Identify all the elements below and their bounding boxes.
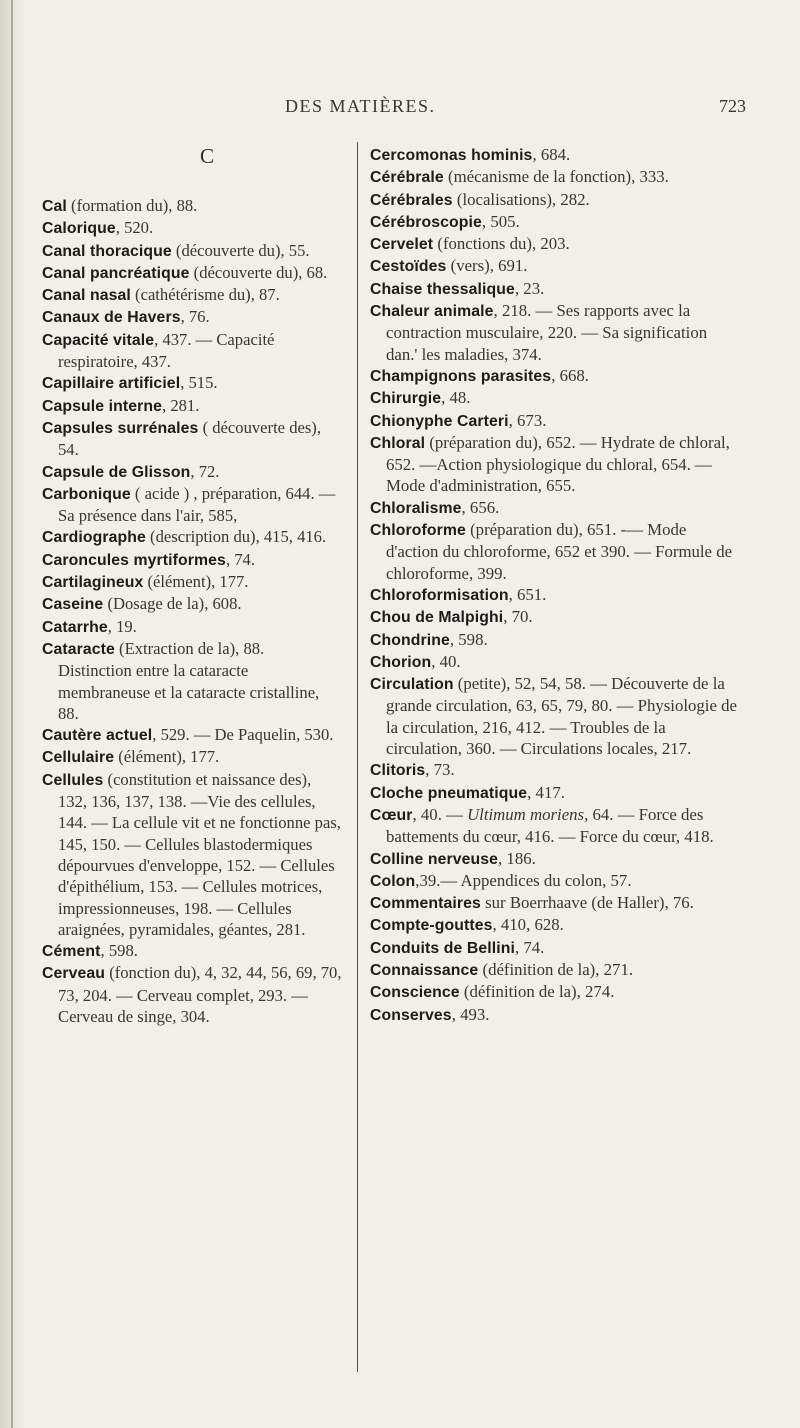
index-entry [42, 962, 342, 1027]
index-references: , 684. [532, 145, 571, 164]
index-entry [370, 892, 738, 914]
index-entry [42, 372, 342, 394]
index-term: Capsule de Glisson [42, 463, 191, 481]
index-references: , 515. [180, 373, 218, 393]
index-term: Cérébroscopie [370, 213, 482, 231]
index-term: Cercomonas hominis [370, 147, 533, 164]
index-references: (élément), 177. [114, 747, 220, 767]
index-references: , 40. — [412, 804, 468, 824]
index-entry [370, 233, 738, 255]
index-term: Compte-gouttes [370, 917, 493, 935]
index-italic-phrase: Ultimum moriens [467, 804, 585, 824]
index-term: Cardiographe [42, 529, 146, 547]
index-references: , 493. [451, 1004, 490, 1024]
index-term: Cellules [42, 771, 104, 789]
index-entry [370, 981, 738, 1003]
index-references: , 186. [498, 848, 536, 868]
index-term: Chloralisme [370, 499, 462, 517]
index-entry [370, 300, 738, 365]
index-entry [42, 284, 342, 306]
index-entry [370, 804, 738, 848]
index-references: , 437. — Capacité respiratoire, 437. [58, 329, 275, 372]
index-references: (préparation du), 652. — Hydrate de chloral, 652. —Action physiologique du chloral, 654. — Mode d'administration, 655. [386, 432, 730, 496]
index-references: , 73. [425, 760, 455, 780]
index-entry [370, 519, 738, 584]
index-term: Chloroforme [370, 522, 466, 540]
index-references: , 598. [449, 629, 488, 649]
index-term: Cerveau [42, 965, 106, 983]
index-entry [370, 211, 738, 233]
index-entry [370, 387, 738, 409]
index-term: Chondrine [370, 631, 450, 649]
index-term: Conscience [370, 984, 460, 1002]
index-entry [42, 769, 342, 940]
index-entry [42, 593, 342, 615]
index-references: , 417. [527, 782, 565, 802]
index-term: Cérébrale [370, 169, 444, 187]
page-binding-shadow [0, 0, 26, 1428]
running-header [0, 96, 800, 120]
running-title: DES MATIÈRES. [285, 96, 436, 116]
index-references: , 48. [441, 388, 471, 408]
index-entry [370, 759, 738, 781]
index-references: , 23. [514, 278, 545, 298]
index-term: Calorique [42, 220, 116, 238]
index-references: (fonctions du), 203. [433, 234, 570, 254]
index-term: Canaux de Havers [42, 309, 181, 327]
index-entry [42, 395, 342, 417]
section-letter: C [199, 144, 214, 168]
index-entry [370, 870, 738, 892]
index-term: Capsule interne [42, 397, 163, 415]
index-term: Champignons parasites [370, 367, 552, 385]
index-references: , 70. [503, 607, 533, 627]
index-column-left [42, 144, 342, 1027]
index-references: sur Boerrhaave (de Haller), 76. [480, 893, 694, 913]
index-entry [42, 549, 342, 571]
index-references: ( acide ) , préparation, 644. — Sa présence dans l'air, 585, [58, 483, 336, 526]
index-references: , 218. — Ses rapports avec la contraction musculaire, 220. — Sa signification dan.' les maladies, 374. [386, 301, 708, 364]
index-entry [42, 940, 342, 962]
index-entry [370, 432, 738, 497]
index-references: , 410, 628. [492, 915, 564, 935]
index-references: (préparation du), 651. -— Mode d'action du chloroforme, 652 et 390. — Formule de chloroforme, 399. [386, 520, 733, 583]
index-term: Capsules surrénales [42, 419, 199, 437]
index-entry [370, 365, 738, 387]
index-entry [370, 782, 738, 804]
index-references: (définition de la), 274. [459, 982, 615, 1002]
index-term: Cestoïdes [370, 258, 447, 276]
index-entry [42, 306, 342, 328]
index-term: Chloral [370, 434, 426, 452]
index-references: (découverte du), 55. [171, 240, 310, 260]
index-term: Chloroformisation [370, 586, 509, 604]
index-references: (élément), 177. [143, 572, 249, 592]
index-term: Cal [42, 198, 67, 215]
index-term: Cataracte [42, 640, 115, 658]
index-entry [370, 673, 738, 759]
index-references: , 520. [115, 218, 154, 238]
index-term: Clitoris [370, 762, 426, 780]
index-term: Cérébrales [370, 191, 453, 209]
index-term: Canal pancréatique [42, 264, 190, 282]
index-entry [42, 329, 342, 373]
index-references: (formation du), 88. [66, 196, 198, 215]
index-references: (vers), 691. [446, 256, 528, 276]
index-term: Canal thoracique [42, 242, 172, 260]
index-references: , 74. [514, 937, 545, 957]
index-entry [42, 195, 342, 217]
index-entry [370, 959, 738, 981]
page-binding-edge [11, 0, 13, 1428]
index-references: , 598. [100, 941, 138, 961]
column-divider [357, 142, 358, 1372]
page-number: 723 [719, 96, 746, 116]
index-term: Chionyphe Carteri [370, 412, 509, 430]
index-term: Commentaires [370, 895, 481, 913]
index-references: ,39.— Appendices du colon, 57. [415, 870, 632, 890]
index-entry [42, 417, 342, 461]
index-entry [370, 848, 738, 870]
index-references: (mécanisme de la fonction), 333. [443, 167, 669, 187]
index-term: Cloche pneumatique [370, 784, 528, 802]
index-references: , 673. [508, 410, 547, 430]
index-term: Cervelet [370, 236, 434, 254]
index-term: Conserves [370, 1006, 452, 1024]
index-term: Capillaire artificiel [42, 375, 181, 393]
index-entry [370, 497, 738, 519]
index-entry [42, 724, 342, 746]
index-references: , 529. — De Paquelin, 530. [152, 725, 334, 745]
index-term: Conduits de Bellini [370, 939, 515, 957]
index-entry [42, 240, 342, 262]
index-term: Catarrhe [42, 618, 108, 636]
index-entry [42, 526, 342, 548]
index-entry [370, 144, 738, 166]
index-references: , 76. [180, 307, 210, 327]
index-entry [42, 616, 342, 638]
index-entry [370, 189, 738, 211]
index-references: (fonction du), 4, 32, 44, 56, 69, 70, 73, 204. — Cerveau complet, 293. — Cerveau de singe, 304. [58, 963, 342, 1026]
index-entry [370, 410, 738, 432]
index-term: Capacité vitale [42, 331, 155, 349]
index-term: Caseine [42, 596, 104, 614]
index-term: Carbonique [42, 485, 131, 503]
index-references: (Extraction de la), 88. Distinction entre la cataracte membraneuse et la cataracte cristalline, 88. [58, 638, 320, 723]
index-term: Cœur [370, 806, 413, 824]
index-references: , 72. [190, 461, 220, 481]
index-references: ( découverte des), 54. [58, 417, 321, 460]
index-references: , 281. [162, 395, 200, 415]
index-term: Chou de Malpighi [370, 609, 504, 627]
index-entry [370, 255, 738, 277]
index-term: Canal nasal [42, 287, 131, 305]
right-entry-list [370, 144, 738, 1026]
index-references-continued: , 64. — Force des battements du cœur, 416. — Force du cœur, 418. [386, 804, 714, 847]
index-term: Cautère actuel [42, 727, 153, 745]
index-references: (Dosage de la), 608. [103, 594, 242, 614]
index-references: (petite), 52, 54, 58. — Découverte de la grande circulation, 63, 65, 79, 80. — Physiologie de la circulation, 216, 412. — Troubles de la circulation, 360. — Circulations locales, 217. [386, 674, 737, 759]
index-column-right [370, 144, 738, 1026]
index-term: Colline nerveuse [370, 850, 499, 868]
index-entry [42, 638, 342, 724]
index-references: , 19. [107, 616, 137, 636]
index-references: , 651. [508, 584, 547, 604]
index-entry [370, 937, 738, 959]
index-entry [370, 629, 738, 651]
index-references: , 656. [461, 497, 500, 517]
index-term: Cartilagineux [42, 574, 144, 592]
index-entry [370, 584, 738, 606]
index-entry [42, 461, 342, 483]
index-references: , 668. [551, 365, 589, 385]
index-term: Chirurgie [370, 390, 442, 408]
index-term: Colon [370, 872, 416, 890]
index-term: Cellulaire [42, 749, 115, 767]
index-term: Connaissance [370, 961, 479, 979]
index-entry [370, 166, 738, 188]
index-term: Chorion [370, 653, 432, 671]
index-entry [370, 651, 738, 673]
index-entry [370, 1004, 738, 1026]
index-entry [370, 278, 738, 300]
index-references: (découverte du), 68. [189, 262, 328, 282]
index-term: Chaise thessalique [370, 280, 515, 298]
index-references: , 40. [431, 651, 461, 671]
index-term: Caroncules myrtiformes [42, 551, 226, 569]
index-references: , 505. [481, 211, 520, 231]
index-term: Circulation [370, 676, 454, 694]
index-references: (localisations), 282. [452, 189, 590, 209]
index-references: , 74. [225, 549, 255, 569]
index-references: (définition de la), 271. [478, 959, 634, 979]
index-entry [42, 483, 342, 527]
index-references: (description du), 415, 416. [145, 527, 327, 547]
index-term: Cément [42, 943, 101, 961]
left-entry-list [42, 195, 342, 1027]
index-term: Chaleur animale [370, 303, 494, 321]
index-references: (cathétérisme du), 87. [130, 285, 280, 305]
index-entry [42, 571, 342, 593]
index-references: (constitution et naissance des), 132, 136, 137, 138. —Vie des cellules, 144. — La cellule vit et ne fonctionne pas, 145, 150. — Cellules blastodermiques dépourvues d'enveloppe, 152. — Cellules d'épithélium, 153. — Cellules motrices, impressionneuses, 198. — Cellules araignées, pyramidales, géantes, 281. [58, 769, 341, 939]
index-entry [42, 262, 342, 284]
index-entry [42, 746, 342, 768]
index-entry [370, 914, 738, 936]
index-entry [370, 606, 738, 628]
index-entry [42, 217, 342, 239]
